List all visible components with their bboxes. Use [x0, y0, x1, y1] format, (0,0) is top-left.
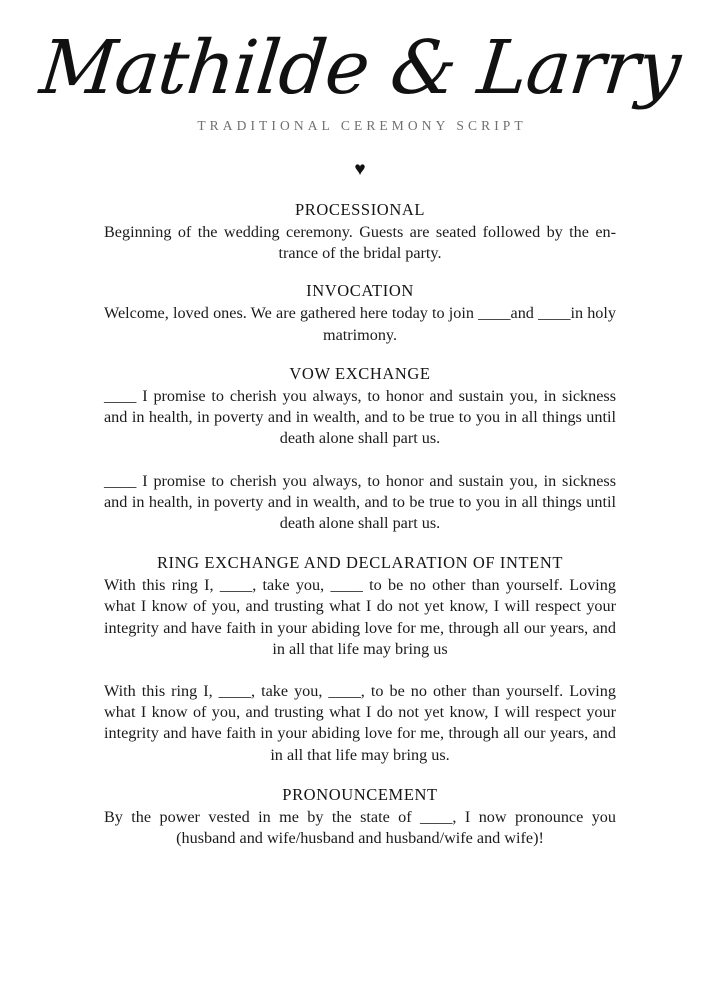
section-paragraph: ____ I promise to cherish you always, to honor and sustain you, in sickness and in health, in poverty and in wealth, and to be true to you in all things until death alone shall part us. [104, 386, 616, 448]
section-paragraph: By the power vested in me by the state of ____, I now pronounce you (husband and wife/husband and husband/wife and wife)! [104, 807, 616, 847]
section-heading-pronouncement: PRONOUNCEMENT [282, 784, 438, 804]
document-header [0, 0, 720, 134]
section-paragraph: Beginning of the wedding ceremony. Guests are seated followed by the en-trance of the bridal party. [104, 223, 616, 263]
document-subtitle: TRADITIONAL CEREMONY SCRIPT [197, 118, 527, 134]
section-ring-exchange [104, 553, 616, 766]
script-sections [104, 186, 616, 849]
couple-names-title: Mathilde & Larry [36, 25, 684, 111]
heart-divider [0, 160, 720, 186]
section-paragraph: With this ring I, ____, take you, ____ to be no other than yourself. Loving what I know of you, and trusting what I do not yet know, I will respect your integrity and have faith in your abiding love for me, through all our years, and in all that life may bring us [104, 576, 616, 658]
section-heading-processional: PROCESSIONAL [294, 200, 426, 220]
section-paragraph: Welcome, loved ones. We are gathered here today to join ____and ____in holy matrimony. [104, 304, 616, 344]
section-processional [104, 200, 616, 264]
section-invocation [104, 281, 616, 345]
section-heading-invocation: INVOCATION [306, 281, 414, 301]
section-heading-ring-exchange: RING EXCHANGE AND DECLARATION OF INTENT [156, 553, 564, 573]
section-paragraph: With this ring I, ____, take you, ____, to be no other than yourself. Loving what I know of you, and trusting what I do not yet know, I will respect your integrity and have faith in your abiding love for me, through all our years, and in all that life may bring us. [104, 681, 616, 764]
section-pronouncement [104, 785, 616, 849]
section-heading-vow-exchange: VOW EXCHANGE [289, 363, 431, 383]
section-vow-exchange [104, 364, 616, 534]
section-paragraph: ____ I promise to cherish you always, to honor and sustain you, in sickness and in health, in poverty and in wealth, and to be true to you in all things until death alone shall part us. [104, 471, 616, 532]
heart-icon: ♥ [354, 159, 366, 181]
